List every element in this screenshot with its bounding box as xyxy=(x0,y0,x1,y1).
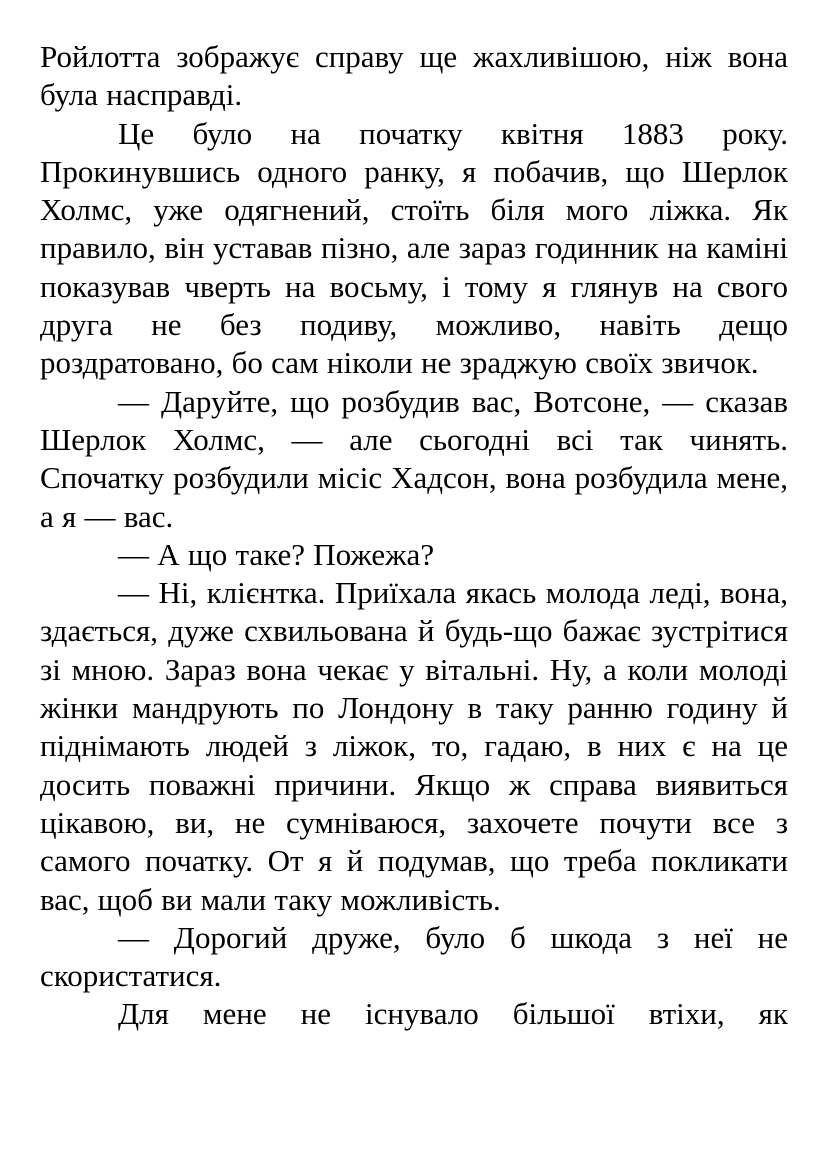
paragraph-2: Це було на початку квітня 1883 року. Прокинувшись одного ранку, я побачив, що Шерлок Холмс, уже одягнений, стоїть біля мого ліжка. Як правило, він уставав пізно, але зараз годинник на каміні показував чверть на восьму, і тому я глянув на свого друга не без подиву, можливо, навіть дещо роздратовано, бо сам ніколи не зраджую своїх звичок. xyxy=(40,115,788,381)
paragraph-3: — Даруйте, що розбудив вас, Вотсоне, — сказав Шерлок Холмс, — але сьогодні всі так чинять. Спочатку розбудили місіс Хадсон, вона розбудила мене, а я — вас. xyxy=(40,383,788,534)
paragraph-4: — А що таке? Пожежа? xyxy=(118,536,435,572)
paragraph-5: — Ні, клієнтка. Приїхала якась молода леді, вона, здається, дуже схвильована й будь-що бажає зустрітися зі мною. Зараз вона чекає у вітальні. Ну, а коли молоді жінки мандрують по Лондону в таку ранню годину й піднімають людей з ліжок, то, гадаю, в них є на це досить поважні причини. Якщо ж справа виявиться цікавою, ви, не сумніваюся, захочете почути все з самого початку. От я й подумав, що треба покликати вас, щоб ви мали таку можливість. xyxy=(40,575,788,917)
paragraph-7: Для мене не існувало більшої втіхи, як xyxy=(118,996,788,1032)
paragraph-1: Ройлотта зображує справу ще жахливішою, ніж вона була насправді. xyxy=(40,39,788,113)
document-page xyxy=(40,38,788,1034)
paragraph-6: — Дорогий друже, було б шкода з неї не скористатися. xyxy=(40,919,788,994)
